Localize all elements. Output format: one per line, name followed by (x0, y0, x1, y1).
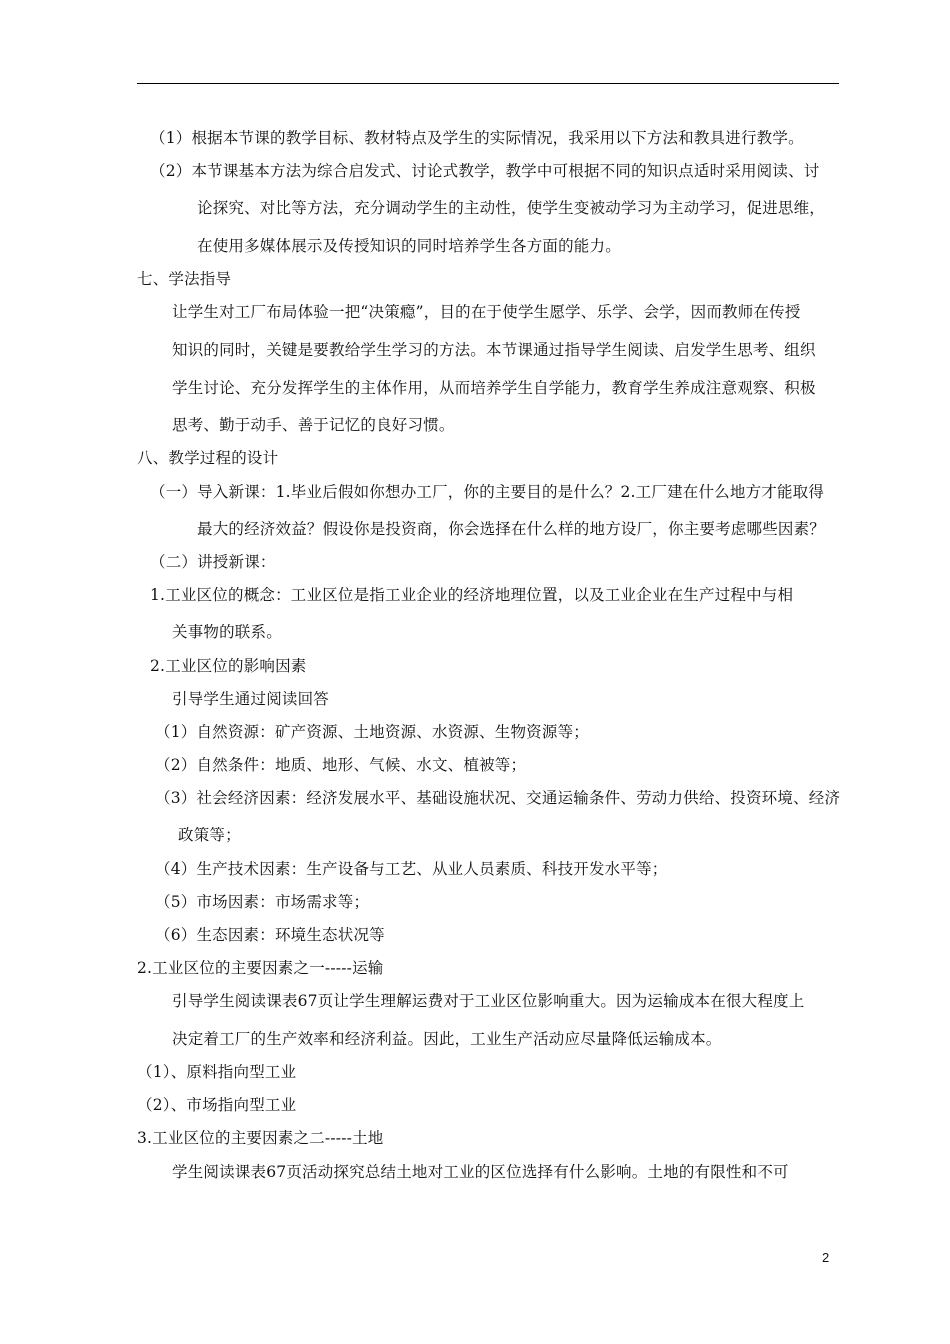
text-line-3: 论探究、对比等方法，充分调动学生的主动性，使学生变被动学习为主动学习，促进思维， (197, 199, 826, 217)
text-line-25: 2.工业区位的主要因素之一-----运输 (137, 959, 384, 977)
header-rule (137, 83, 839, 84)
text-line-14: 1.工业区位的概念：工业区位是指工业企业的经济地理位置，以及工业企业在生产过程中与相 (150, 586, 794, 604)
text-line-15: 关事物的联系。 (172, 623, 282, 641)
text-line-6: 让学生对工厂布局体验一把“决策瘾”，目的在于使学生愿学、乐学、会学，因而教师在传授 (172, 303, 801, 321)
text-line-13: （二）讲授新课： (150, 553, 276, 571)
text-line-24: （6）生态因素：环境生态状况等 (155, 926, 385, 944)
text-line-19: （2）自然条件：地质、地形、气候、水文、植被等； (155, 756, 527, 774)
text-line-23: （5）市场因素：市场需求等； (155, 893, 370, 911)
text-line-30: 3.工业区位的主要因素之二-----土地 (137, 1129, 384, 1147)
text-line-26: 引导学生阅读课表67页让学生理解运费对于工业区位影响重大。因为运输成本在很大程度上 (172, 992, 805, 1010)
text-line-22: （4）生产技术因素：生产设备与工艺、从业人员素质、科技开发水平等； (155, 860, 668, 878)
text-line-28: （1）、原料指向型工业 (137, 1063, 297, 1081)
text-line-7: 知识的同时，关键是要教给学生学习的方法。本节课通过指导学生阅读、启发学生思考、组织 (172, 341, 816, 359)
text-line-11: （一）导入新课：1.毕业后假如你想办工厂，你的主要目的是什么？2.工厂建在什么地方才能取得 (150, 483, 825, 501)
text-line-1: （1）根据本节课的教学目标、教材特点及学生的实际情况，我采用以下方法和教具进行教学。 (150, 129, 804, 147)
text-line-31: 学生阅读课表67页活动探究总结土地对工业的区位选择有什么影响。土地的有限性和不可 (172, 1163, 789, 1181)
text-line-16: 2.工业区位的影响因素 (150, 657, 307, 675)
text-line-21: 政策等； (178, 826, 241, 844)
text-line-9: 思考、勤于动手、善于记忆的良好习惯。 (172, 416, 455, 434)
page-number: 2 (822, 1250, 830, 1265)
text-line-17: 引导学生通过阅读回答 (172, 690, 330, 708)
section-heading-7: 七、学法指导 (137, 270, 232, 288)
section-heading-8: 八、教学过程的设计 (137, 449, 279, 467)
text-line-27: 决定着工厂的生产效率和经济利益。因此，工业生产活动应尽量降低运输成本。 (172, 1030, 722, 1048)
text-line-8: 学生讨论、充分发挥学生的主体作用，从而培养学生自学能力，教育学生养成注意观察、积极 (172, 379, 816, 397)
text-line-18: （1）自然资源：矿产资源、土地资源、水资源、生物资源等； (155, 723, 589, 741)
text-line-4: 在使用多媒体展示及传授知识的同时培养学生各方面的能力。 (197, 237, 621, 255)
text-line-12: 最大的经济效益？假设你是投资商，你会选择在什么样的地方设厂，你主要考虑哪些因素？ (197, 520, 826, 538)
text-line-20: （3）社会经济因素：经济发展水平、基础设施状况、交通运输条件、劳动力供给、投资环境、经济 (155, 789, 841, 807)
text-line-2: （2）本节课基本方法为综合启发式、讨论式教学，教学中可根据不同的知识点适时采用阅读、讨 (150, 162, 820, 180)
text-line-29: （2）、市场指向型工业 (137, 1096, 297, 1114)
